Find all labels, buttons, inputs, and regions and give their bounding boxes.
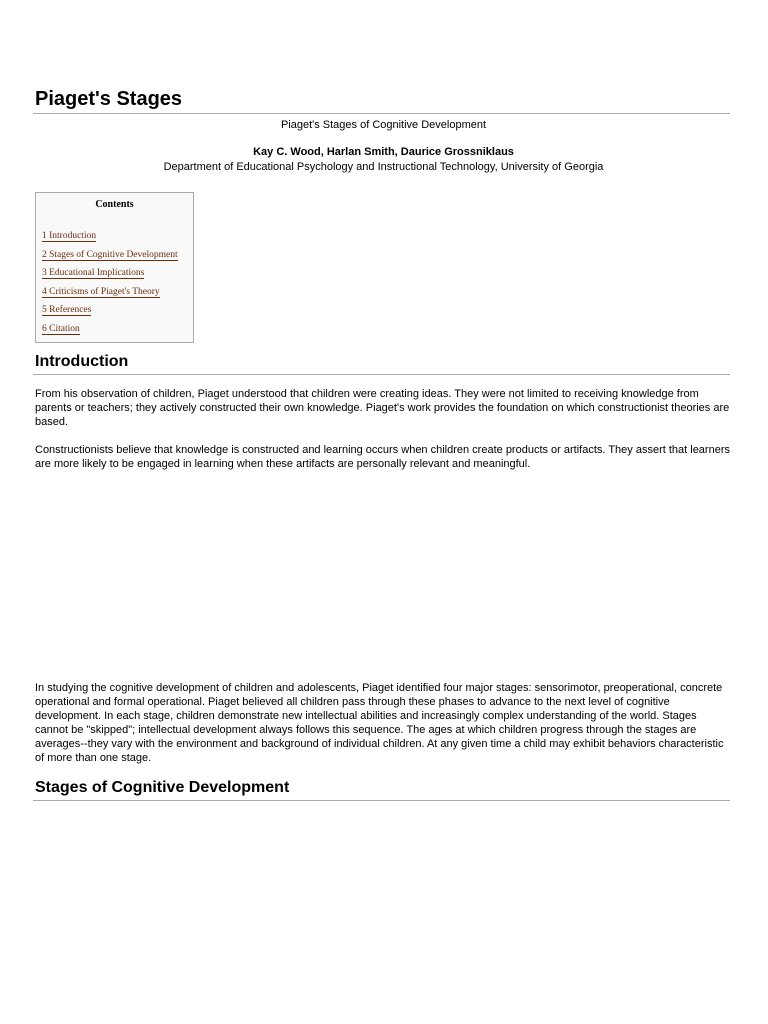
introduction-divider (33, 374, 730, 375)
toc-link-stages[interactable]: 2 Stages of Cognitive Development (42, 249, 178, 260)
toc-item-references (42, 304, 178, 323)
intro-paragraph-2: Constructionists believe that knowledge is constructed and learning occurs when children create products or artifacts. They assert that learners are more likely to be engaged in learning when these artifacts are personally relevant and meaningful. (35, 444, 730, 470)
article-subtitle: Piaget's Stages of Cognitive Development (280, 119, 487, 131)
toc-link-introduction[interactable]: 1 Introduction (42, 231, 97, 241)
toc-item-citation (42, 323, 178, 342)
page-title: Piaget's Stages (35, 88, 183, 110)
toc-list (42, 230, 178, 341)
article-affiliation: Department of Educational Psychology and Instructional Technology, University of Georgia (163, 161, 604, 173)
toc-item-criticisms (42, 286, 178, 305)
section-heading-stages: Stages of Cognitive Development (35, 779, 290, 796)
toc-link-implications[interactable]: 3 Educational Implications (42, 268, 145, 278)
title-divider (33, 113, 730, 114)
table-of-contents (35, 192, 194, 343)
section-heading-introduction: Introduction (35, 353, 129, 370)
stages-divider (33, 800, 730, 801)
toc-link-criticisms[interactable]: 4 Criticisms of Piaget's Theory (42, 286, 160, 297)
toc-link-citation[interactable]: 6 Citation (42, 323, 80, 334)
toc-item-introduction (42, 230, 178, 249)
toc-title: Contents (95, 199, 134, 210)
intro-paragraph-3: In studying the cognitive development of children and adolescents, Piaget identified four major stages: sensorimotor, preoperational, concrete operational and formal operational. Piaget believed all children pass through these phases to advance to the next level of cognitive development. In each stage, children demonstrate new intellectual abilities and increasingly complex understanding of the world. Stages cannot be "skipped"; intellectual development always follows this sequence. The ages at which children progress through the stages are averages--they vary with the environment and background of individual children. At any given time a child may exhibit behaviors characteristic of more than one stage. (35, 682, 724, 764)
toc-item-implications (42, 267, 178, 286)
intro-paragraph-1: From his observation of children, Piaget understood that children were creating ideas. They were not limited to receiving knowledge from parents or teachers; they actively constructed their own knowledge. Piaget's work provides the foundation on which constructionist theories are based. (35, 388, 730, 428)
toc-link-references[interactable]: 5 References (42, 305, 92, 315)
article-authors: Kay C. Wood, Harlan Smith, Daurice Grossniklaus (253, 146, 514, 158)
toc-item-stages (42, 249, 178, 268)
